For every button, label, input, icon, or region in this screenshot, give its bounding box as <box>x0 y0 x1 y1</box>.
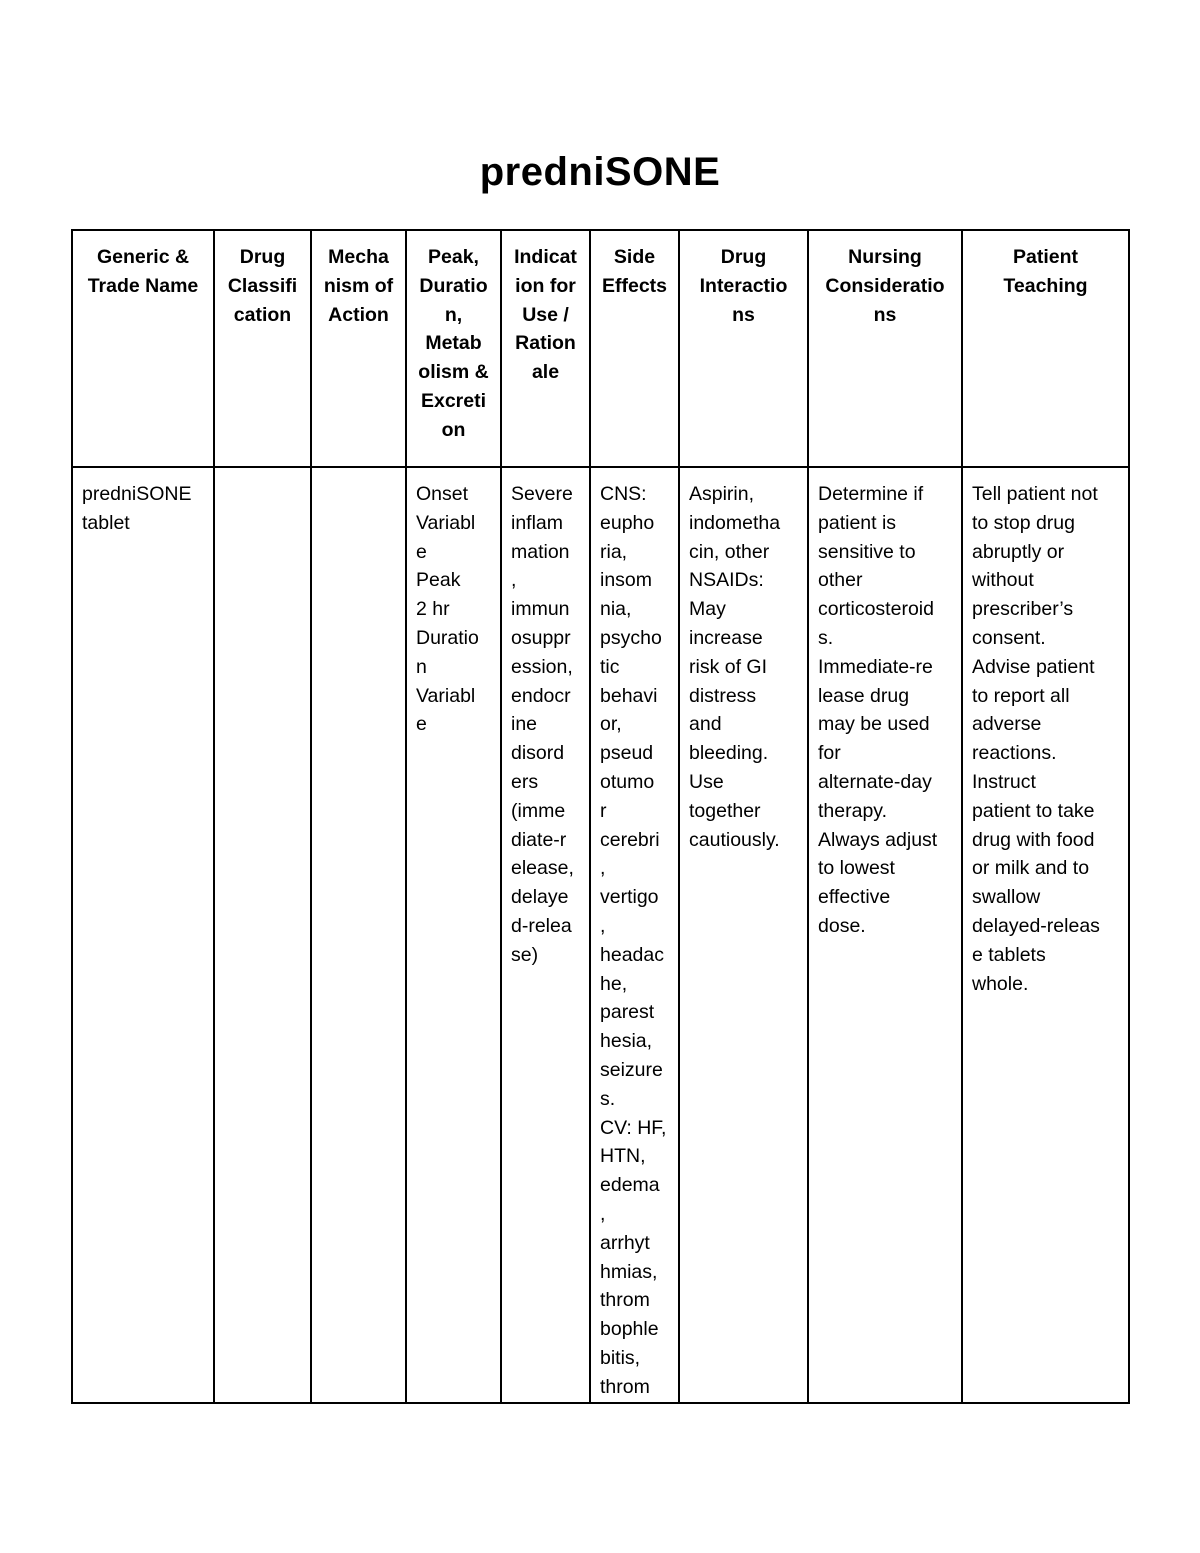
document-title: predniSONE <box>479 150 721 194</box>
header-text-line: Consideratio <box>825 274 945 297</box>
cell-text-line: Variabl <box>416 511 476 534</box>
header-text-line: ns <box>732 303 755 326</box>
cell-drug-interactions <box>679 467 808 1403</box>
cell-text-line: together <box>689 799 761 822</box>
cell-text-line: CV: HF, <box>600 1116 667 1139</box>
cell-text-line: , <box>600 1202 606 1225</box>
cell-text-line: osuppr <box>511 626 571 649</box>
cell-text-line: indometha <box>689 511 781 534</box>
cell-text-line: Always adjust <box>818 828 938 851</box>
cell-text-line: e <box>416 540 427 563</box>
cell-text-line: sensitive to <box>818 540 916 563</box>
header-text-line: Teaching <box>1003 274 1088 297</box>
header-indication <box>501 230 590 467</box>
cell-text-line: bophle <box>600 1318 659 1341</box>
header-text-line: Nursing <box>848 246 922 268</box>
header-drug-interactions <box>679 230 808 467</box>
header-text-line: Peak, <box>428 246 479 268</box>
header-text-line: n, <box>444 303 463 326</box>
cell-text-line: Duratio <box>416 626 479 649</box>
cell-text-line: to lowest <box>818 857 895 880</box>
cell-text-line: Aspirin, <box>689 483 755 505</box>
cell-text-line: pseud <box>600 742 654 765</box>
cell-text-line: d-relea <box>511 914 572 937</box>
header-text-line: Drug <box>720 246 767 268</box>
cell-drug-classification <box>214 467 311 1403</box>
cell-text-line: 2 hr <box>416 598 450 621</box>
cell-text-line: edema <box>600 1174 660 1197</box>
cell-text-line: Severe <box>511 483 573 505</box>
cell-text-line: and <box>689 713 722 736</box>
cell-text-line: throm <box>600 1289 650 1312</box>
cell-indication <box>501 467 590 1403</box>
cell-text-line: behavi <box>600 684 658 707</box>
header-text-line: Side <box>613 246 656 268</box>
cell-text-line: s. <box>818 626 834 649</box>
cell-text-line: he, <box>600 972 628 995</box>
cell-mechanism-of-action <box>311 467 406 1403</box>
cell-text-line: effective <box>818 886 891 909</box>
cell-text-line: May <box>689 598 726 621</box>
cell-text-line: diate-r <box>511 828 567 851</box>
cell-text-line: patient is <box>818 511 897 534</box>
cell-text-line: hesia, <box>600 1030 653 1053</box>
cell-generic-trade-name <box>72 467 214 1403</box>
cell-text-line: ers <box>511 770 539 793</box>
header-text-line: Duratio <box>419 274 488 297</box>
cell-text-line: consent. <box>972 626 1046 649</box>
cell-text-line: cautiously. <box>689 828 780 851</box>
cell-text-line: Use <box>689 770 724 793</box>
cell-text-line: , <box>600 914 606 937</box>
cell-text-line: tic <box>600 655 620 678</box>
cell-text-line: hmias, <box>600 1260 658 1283</box>
cell-text-line: headac <box>600 943 664 966</box>
cell-text-line: bleeding. <box>689 742 769 765</box>
cell-text-line: throm <box>600 1375 650 1398</box>
cell-text-line: endocr <box>511 684 571 707</box>
cell-text-line: immun <box>511 598 570 621</box>
cell-text-line: Advise patient <box>972 655 1095 678</box>
header-text-line: nism of <box>323 274 394 297</box>
header-text-line: on <box>441 418 466 441</box>
header-text-line: Mecha <box>328 246 389 268</box>
cell-text-line: increase <box>689 626 763 649</box>
header-text-line: cation <box>233 303 292 326</box>
cell-text-line: cerebri <box>600 828 660 851</box>
header-peak-duration-metabolism <box>406 230 501 467</box>
cell-text-line: cin, other <box>689 540 770 563</box>
cell-text-line: , <box>600 857 606 880</box>
cell-text-line: corticosteroid <box>818 598 934 621</box>
cell-text-line: risk of GI <box>689 655 768 678</box>
header-text-line: Effects <box>601 274 668 297</box>
cell-text-line: Onset <box>416 483 469 505</box>
header-text-line: Metab <box>425 332 482 355</box>
cell-text-line: delayed-releas <box>972 914 1100 937</box>
cell-side-effects <box>590 467 679 1403</box>
header-text-line: Drug <box>239 246 286 268</box>
cell-text-line: or milk and to <box>972 857 1090 880</box>
cell-text-line: reactions. <box>972 742 1057 765</box>
cell-text-line: otumo <box>600 770 655 793</box>
cell-text-line: HTN, <box>600 1145 646 1168</box>
cell-text-line: to stop drug <box>972 511 1075 534</box>
cell-text-line: abruptly or <box>972 540 1065 563</box>
cell-text-line: Immediate-re <box>818 655 933 678</box>
cell-text-line: without <box>972 569 1034 592</box>
cell-text-line: or, <box>600 713 622 736</box>
cell-text-line: CNS: <box>600 483 647 505</box>
header-text-line: Generic & <box>96 246 190 268</box>
header-text-line: olism & <box>418 361 489 384</box>
cell-text-line: ria, <box>600 540 628 563</box>
cell-text-line: delaye <box>511 886 569 909</box>
header-text-line: Ration <box>515 332 576 355</box>
cell-text-line: e tablets <box>972 943 1046 966</box>
cell-text-line: vertigo <box>600 886 659 909</box>
header-text-line: ale <box>531 361 560 384</box>
cell-text-line: nia, <box>600 598 632 621</box>
header-patient-teaching <box>962 230 1129 467</box>
cell-text-line: tablet <box>82 511 130 534</box>
cell-text-line: Peak <box>416 569 461 592</box>
header-generic-trade-name <box>72 230 214 467</box>
cell-text-line: e <box>416 713 427 736</box>
cell-text-line: ession, <box>511 655 573 678</box>
cell-text-line: mation <box>511 540 570 563</box>
cell-text-line: bitis, <box>600 1346 641 1369</box>
cell-text-line: (imme <box>511 799 566 822</box>
cell-text-line: Variabl <box>416 684 476 707</box>
cell-text-line: se) <box>511 943 539 966</box>
header-text-line: Action <box>328 303 389 326</box>
cell-text-line: s. <box>600 1087 616 1110</box>
cell-text-line: lease drug <box>818 684 910 707</box>
cell-text-line: psycho <box>600 626 662 649</box>
header-text-line: ns <box>873 303 897 326</box>
cell-nursing-considerations <box>808 467 962 1403</box>
cell-text-line: predniSONE <box>82 483 192 505</box>
cell-patient-teaching <box>962 467 1129 1403</box>
cell-text-line: dose. <box>818 914 866 937</box>
cell-text-line: parest <box>600 1001 655 1024</box>
cell-text-line: disord <box>511 742 565 765</box>
cell-text-line: drug with food <box>972 828 1095 851</box>
cell-text-line: , <box>511 569 517 592</box>
cell-text-line: insom <box>600 569 653 592</box>
cell-text-line: swallow <box>972 886 1041 909</box>
header-text-line: Excreti <box>420 389 487 412</box>
cell-text-line: seizure <box>600 1058 663 1081</box>
cell-text-line: inflam <box>511 511 564 534</box>
cell-text-line: may be used <box>818 713 930 736</box>
cell-text-line: Determine if <box>818 483 924 505</box>
cell-text-line: distress <box>689 684 757 707</box>
cell-text-line: eupho <box>600 511 655 534</box>
table-row <box>72 467 1129 1403</box>
cell-text-line: whole. <box>972 972 1029 995</box>
header-nursing-considerations <box>808 230 962 467</box>
header-text-line: Classifi <box>227 274 298 297</box>
cell-text-line: alternate-day <box>818 770 932 793</box>
cell-text-line: to report all <box>972 684 1070 707</box>
cell-text-line: Tell patient not <box>972 483 1098 505</box>
header-text-line: Interactio <box>699 274 788 297</box>
header-text-line: Indicat <box>514 246 577 268</box>
header-mechanism-of-action <box>311 230 406 467</box>
header-side-effects <box>590 230 679 467</box>
cell-text-line: other <box>818 569 863 592</box>
header-text-line: Use / <box>522 303 569 326</box>
cell-text-line: patient to take <box>972 799 1095 822</box>
cell-text-line: r <box>600 799 607 822</box>
cell-text-line: for <box>818 742 841 765</box>
header-text-line: Trade Name <box>87 274 199 297</box>
header-row <box>72 230 1129 467</box>
cell-text-line: Instruct <box>972 770 1036 793</box>
header-drug-classification <box>214 230 311 467</box>
cell-text-line: n <box>416 655 427 678</box>
cell-text-line: arrhyt <box>600 1231 650 1254</box>
header-text-line: Patient <box>1012 246 1078 268</box>
drug-card-table <box>71 229 1130 1404</box>
cell-text-line: elease, <box>511 857 574 880</box>
cell-text-line: adverse <box>972 713 1042 736</box>
cell-text-line: therapy. <box>818 799 888 822</box>
cell-peak-duration-metabolism <box>406 467 501 1403</box>
header-text-line: ion for <box>515 274 576 297</box>
cell-text-line: ine <box>511 713 538 736</box>
cell-text-line: prescriber’s <box>972 598 1074 621</box>
cell-text-line: NSAIDs: <box>689 569 764 592</box>
